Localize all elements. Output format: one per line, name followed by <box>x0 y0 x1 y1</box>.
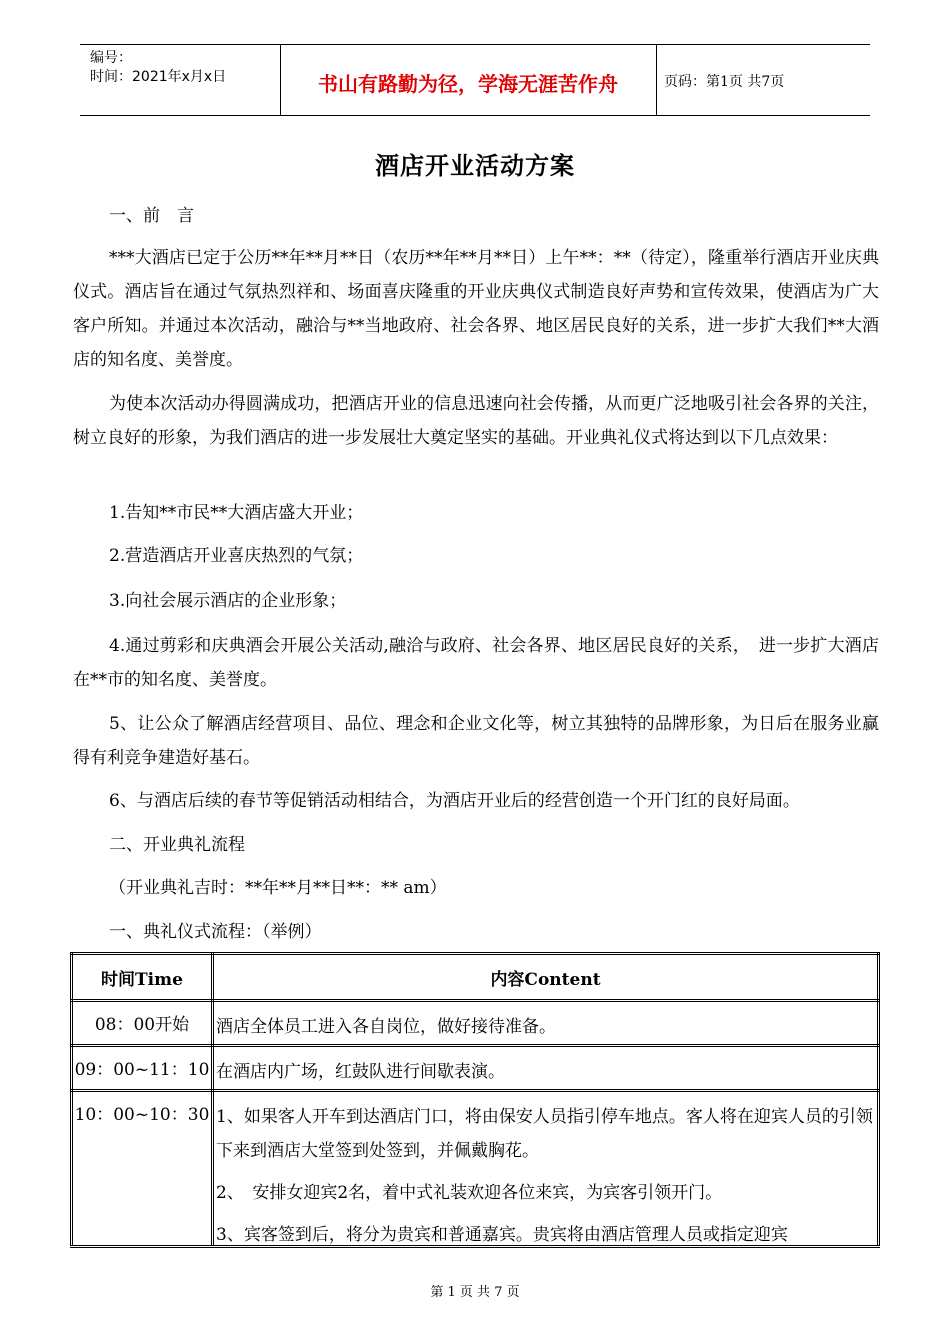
cell-time: 08：00开始 <box>72 1001 213 1046</box>
doc-number-label: 编号： <box>90 50 132 66</box>
column-header-time: 时间Time <box>72 954 213 1001</box>
header-divider <box>656 45 657 115</box>
header-meta <box>90 49 226 87</box>
paragraph-intro: ***大酒店已定于公历**年**月**日（农历**年**月**日）上午**：**（待定），隆重举行酒店开业庆典仪式。酒店旨在通过气氛热烈祥和、场面喜庆隆重的开业庆典仪式制造良好声势和宣传效果，使酒店为广大客户所知。并通过本次活动，融洽与**当地政府、社会各界、地区居民良好的关系，进一步扩大我们**大酒店的知名度、美誉度。 <box>73 248 879 370</box>
ceremony-time-note: （开业典礼吉时：**年**月**日**：** am） <box>109 878 447 898</box>
section-heading-preface: 一、前 言 <box>109 206 194 226</box>
content-line: 在酒店内广场，红鼓队进行间歇表演。 <box>216 1062 505 1082</box>
table-row <box>72 1091 879 1254</box>
list-item-effect-2: 2.营造酒店开业喜庆热烈的气氛； <box>109 546 364 566</box>
list-item-effect-3: 3.向社会展示酒店的企业形象； <box>109 591 347 611</box>
cell-time: 10：00~10：30 <box>72 1091 213 1254</box>
doc-date: 时间：2021年x月x日 <box>90 69 227 85</box>
header-divider <box>280 45 281 115</box>
list-item-effect-6: 6、与酒店后续的春节等促销活动相结合，为酒店开业后的经营创造一个开门红的良好局面。 <box>109 791 800 811</box>
column-header-content: 内容Content <box>213 954 879 1001</box>
section-heading-process: 二、开业典礼流程 <box>109 835 245 855</box>
content-line: 2、 安排女迎宾2名，着中式礼装欢迎各位来宾，为宾客引领开门。 <box>216 1183 723 1203</box>
table-row <box>72 1001 879 1046</box>
list-item-effect-1: 1.告知**市民**大酒店盛大开业； <box>109 503 364 523</box>
content-line: 酒店全体员工进入各自岗位，做好接待准备。 <box>216 1017 556 1037</box>
ceremony-schedule-table <box>70 952 880 1255</box>
section-heading-ceremony-flow: 一、典礼仪式流程：（举例） <box>109 922 322 942</box>
page-header <box>80 44 870 116</box>
page-footer: 第 1 页 共 7 页 <box>430 1285 520 1300</box>
cell-content <box>213 1046 879 1091</box>
table-row <box>72 1046 879 1091</box>
list-item-effect-5: 5、让公众了解酒店经营项目、品位、理念和企业文化等，树立其独特的品牌形象，为日后在服务业赢得有利竞争建造好基石。 <box>73 714 879 768</box>
document-title: 酒店开业活动方案 <box>375 151 575 180</box>
content-line: 3、宾客签到后，将分为贵宾和普通嘉宾。贵宾将由酒店管理人员或指定迎宾 <box>216 1225 788 1245</box>
cell-time: 09：00~11：10 <box>72 1046 213 1091</box>
table-header-row <box>72 954 879 1001</box>
content-line: 1、如果客人开车到达酒店门口，将由保安人员指引停车地点。客人将在迎宾人员的引领下来到酒店大堂签到处签到，并佩戴胸花。 <box>216 1107 873 1161</box>
header-page-info: 页码：第1页 共7页 <box>664 74 785 90</box>
header-motto: 书山有路勤为径，学海无涯苦作舟 <box>318 72 618 96</box>
list-item-effect-4: 4.通过剪彩和庆典酒会开展公关活动,融洽与政府、社会各界、地区居民良好的关系， 进一步扩大酒店在**市的知名度、美誉度。 <box>73 636 879 690</box>
cell-content <box>213 1001 879 1046</box>
paragraph-purpose: 为使本次活动办得圆满成功，把酒店开业的信息迅速向社会传播，从而更广泛地吸引社会各界的关注，树立良好的形象，为我们酒店的进一步发展壮大奠定坚实的基础。开业典礼仪式将达到以下几点效果： <box>73 394 879 448</box>
cell-content <box>213 1091 879 1254</box>
